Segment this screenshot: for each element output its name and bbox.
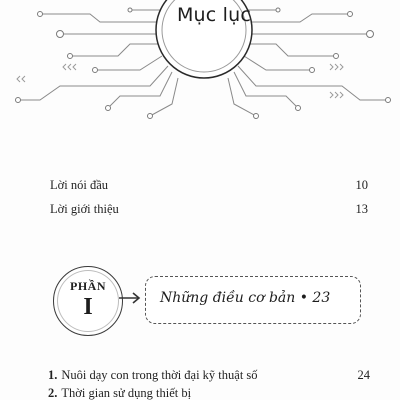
part-badge bbox=[53, 266, 123, 336]
part-title: Những điều cơ bản • 23 bbox=[160, 290, 331, 306]
part-word: PHẦN bbox=[70, 279, 106, 293]
chapter-item[interactable] bbox=[48, 368, 370, 383]
chapter-page: 24 bbox=[357, 368, 370, 382]
part-title-box[interactable] bbox=[145, 276, 361, 324]
chapter-label-group bbox=[48, 368, 258, 383]
part-number: I bbox=[83, 294, 93, 320]
toc-item-label: Lời giới thiệu bbox=[50, 202, 119, 216]
chapter-number: 1. bbox=[48, 368, 58, 382]
chapter-label: Nuôi dạy con trong thời đại kỹ thuật số bbox=[61, 368, 258, 382]
chapter-number: 2. bbox=[48, 386, 58, 400]
arrow-right-icon bbox=[118, 291, 144, 305]
toc-item[interactable] bbox=[50, 202, 368, 217]
toc-item-label: Lời nói đầu bbox=[50, 178, 108, 192]
toc-item-page: 13 bbox=[355, 202, 368, 216]
toc-item-page: 10 bbox=[355, 178, 368, 192]
page-title: Mục lục bbox=[176, 4, 252, 26]
chapter-label-group bbox=[48, 386, 191, 401]
chapter-label: Thời gian sử dụng thiết bị bbox=[61, 386, 192, 400]
toc-item[interactable] bbox=[50, 178, 368, 193]
chapter-item[interactable] bbox=[48, 386, 370, 401]
